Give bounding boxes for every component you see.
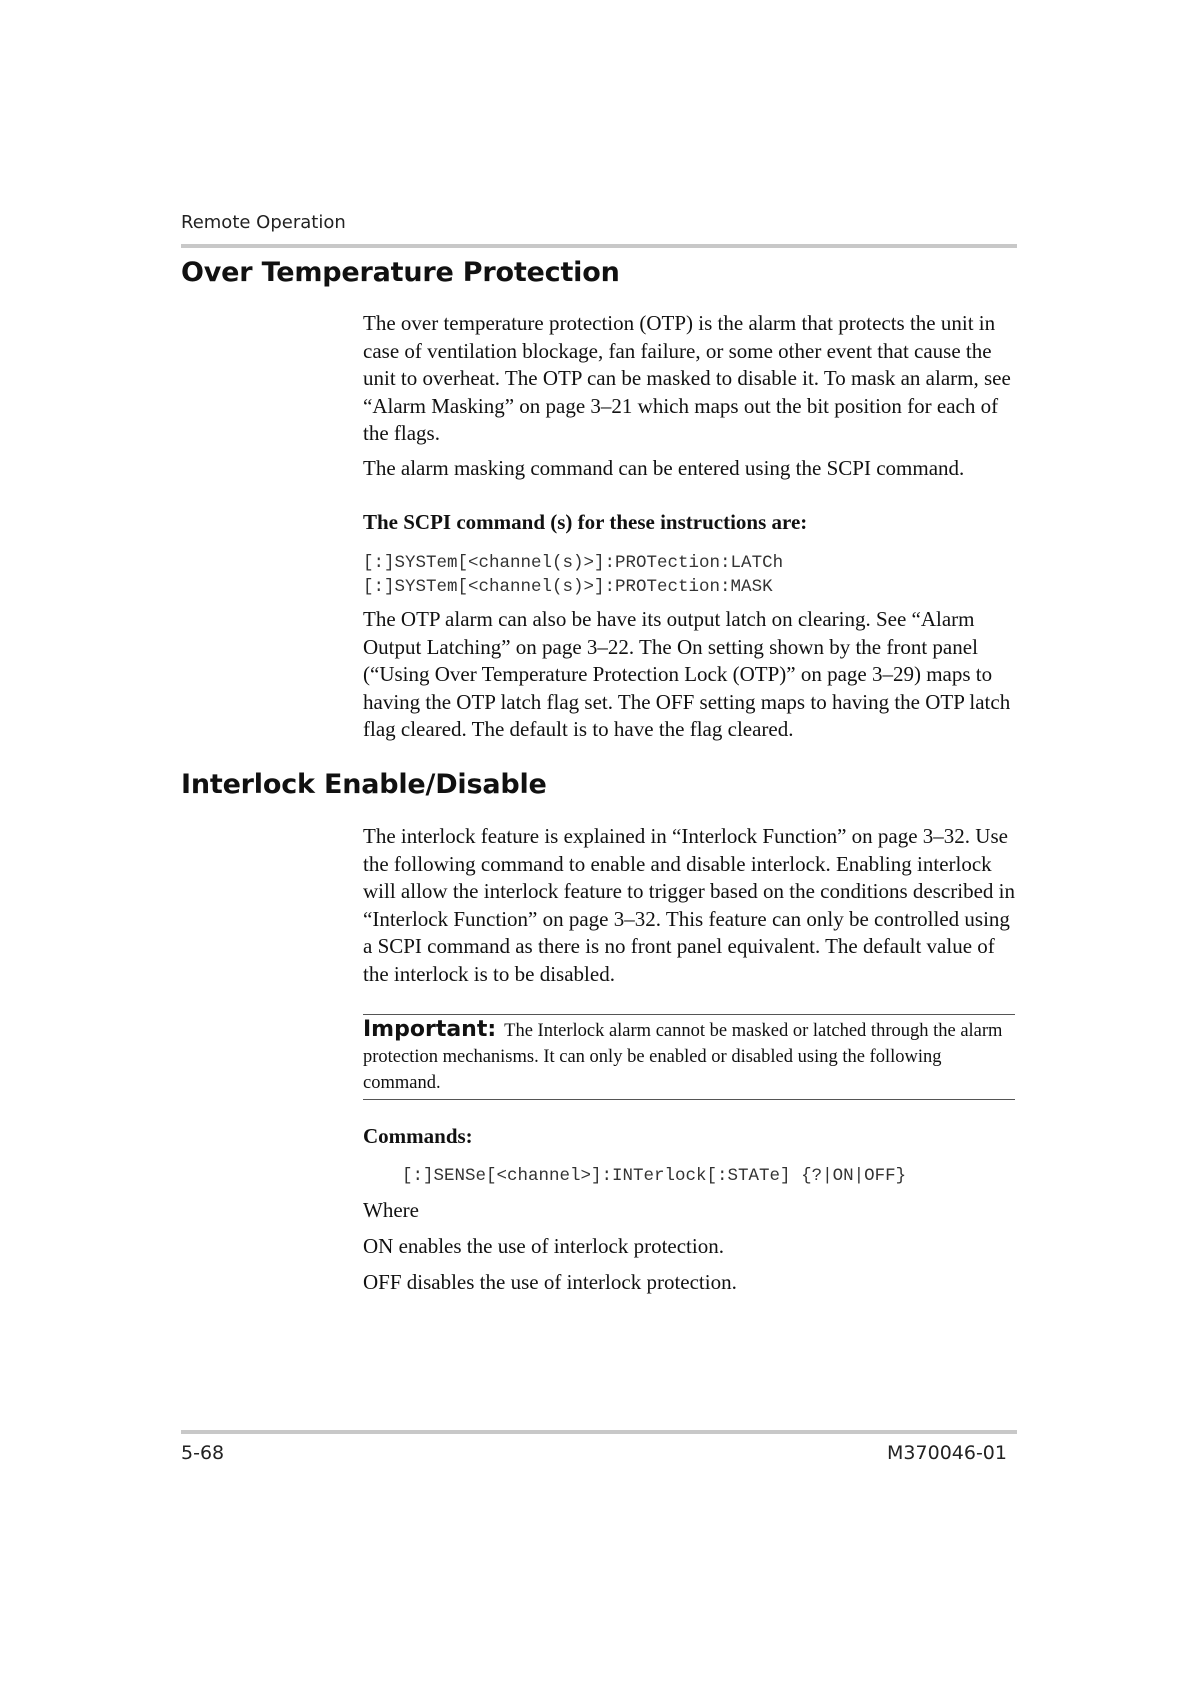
off-description: OFF disables the use of interlock protection. [363,1270,737,1294]
section-heading-interlock: Interlock Enable/Disable [181,769,547,800]
important-note [363,1014,1015,1100]
footer-rule [181,1430,1017,1434]
code-line: [:]SYSTem[<channel(s)>]:PROTection:LATCh [363,553,784,573]
important-text: The Interlock alarm cannot be masked or latched through the alarm protection mechanisms. It can only be enabled or disabled using the following command. [363,1021,1003,1093]
on-description: ON enables the use of interlock protection. [363,1234,724,1258]
otp-scpi-subheading: The SCPI command (s) for these instructions are: [363,510,808,534]
code-line: [:]SYSTem[<channel(s)>]:PROTection:MASK [363,577,773,597]
interlock-command: [:]SENSe[<channel>]:INTerlock[:STATe] {?|ON|OFF} [402,1166,907,1186]
otp-paragraph-3: The OTP alarm can also be have its output latch on clearing. See “Alarm Output Latching” on page 3–22. The On setting shown by the front panel (“Using Over Temperature Protection Lock (OTP)” on page 3–29) maps to having the OTP latch flag set. The OFF setting maps to having the OTP latch flag cleared. The default is to have the flag cleared. [363,607,1011,741]
where-label: Where [363,1198,419,1222]
header-rule [181,244,1017,248]
interlock-paragraph-1: The interlock feature is explained in “Interlock Function” on page 3–32. Use the following command to enable and disable interlock. Enabling interlock will allow the interlock feature to trigger based on the conditions described in “Interlock Function” on page 3–32. This feature can only be controlled using a SCPI command as there is no front panel equivalent. The default value of the interlock is to be disabled. [363,824,1015,986]
important-label: Important: [363,1017,497,1042]
document-number: M370046-01 [887,1442,1007,1464]
otp-code-block [363,551,1015,599]
running-header: Remote Operation [181,212,346,233]
page-number: 5-68 [181,1442,225,1464]
section-heading-otp: Over Temperature Protection [181,257,620,288]
otp-paragraph-1: The over temperature protection (OTP) is the alarm that protects the unit in case of ventilation blockage, fan failure, or some other event that cause the unit to overheat. The OTP can be masked to disable it. To mask an alarm, see “Alarm Masking” on page 3–21 which maps out the bit position for each of the flags. [363,311,1011,445]
otp-paragraph-2: The alarm masking command can be entered using the SCPI command. [363,456,965,480]
commands-subheading: Commands: [363,1124,473,1148]
